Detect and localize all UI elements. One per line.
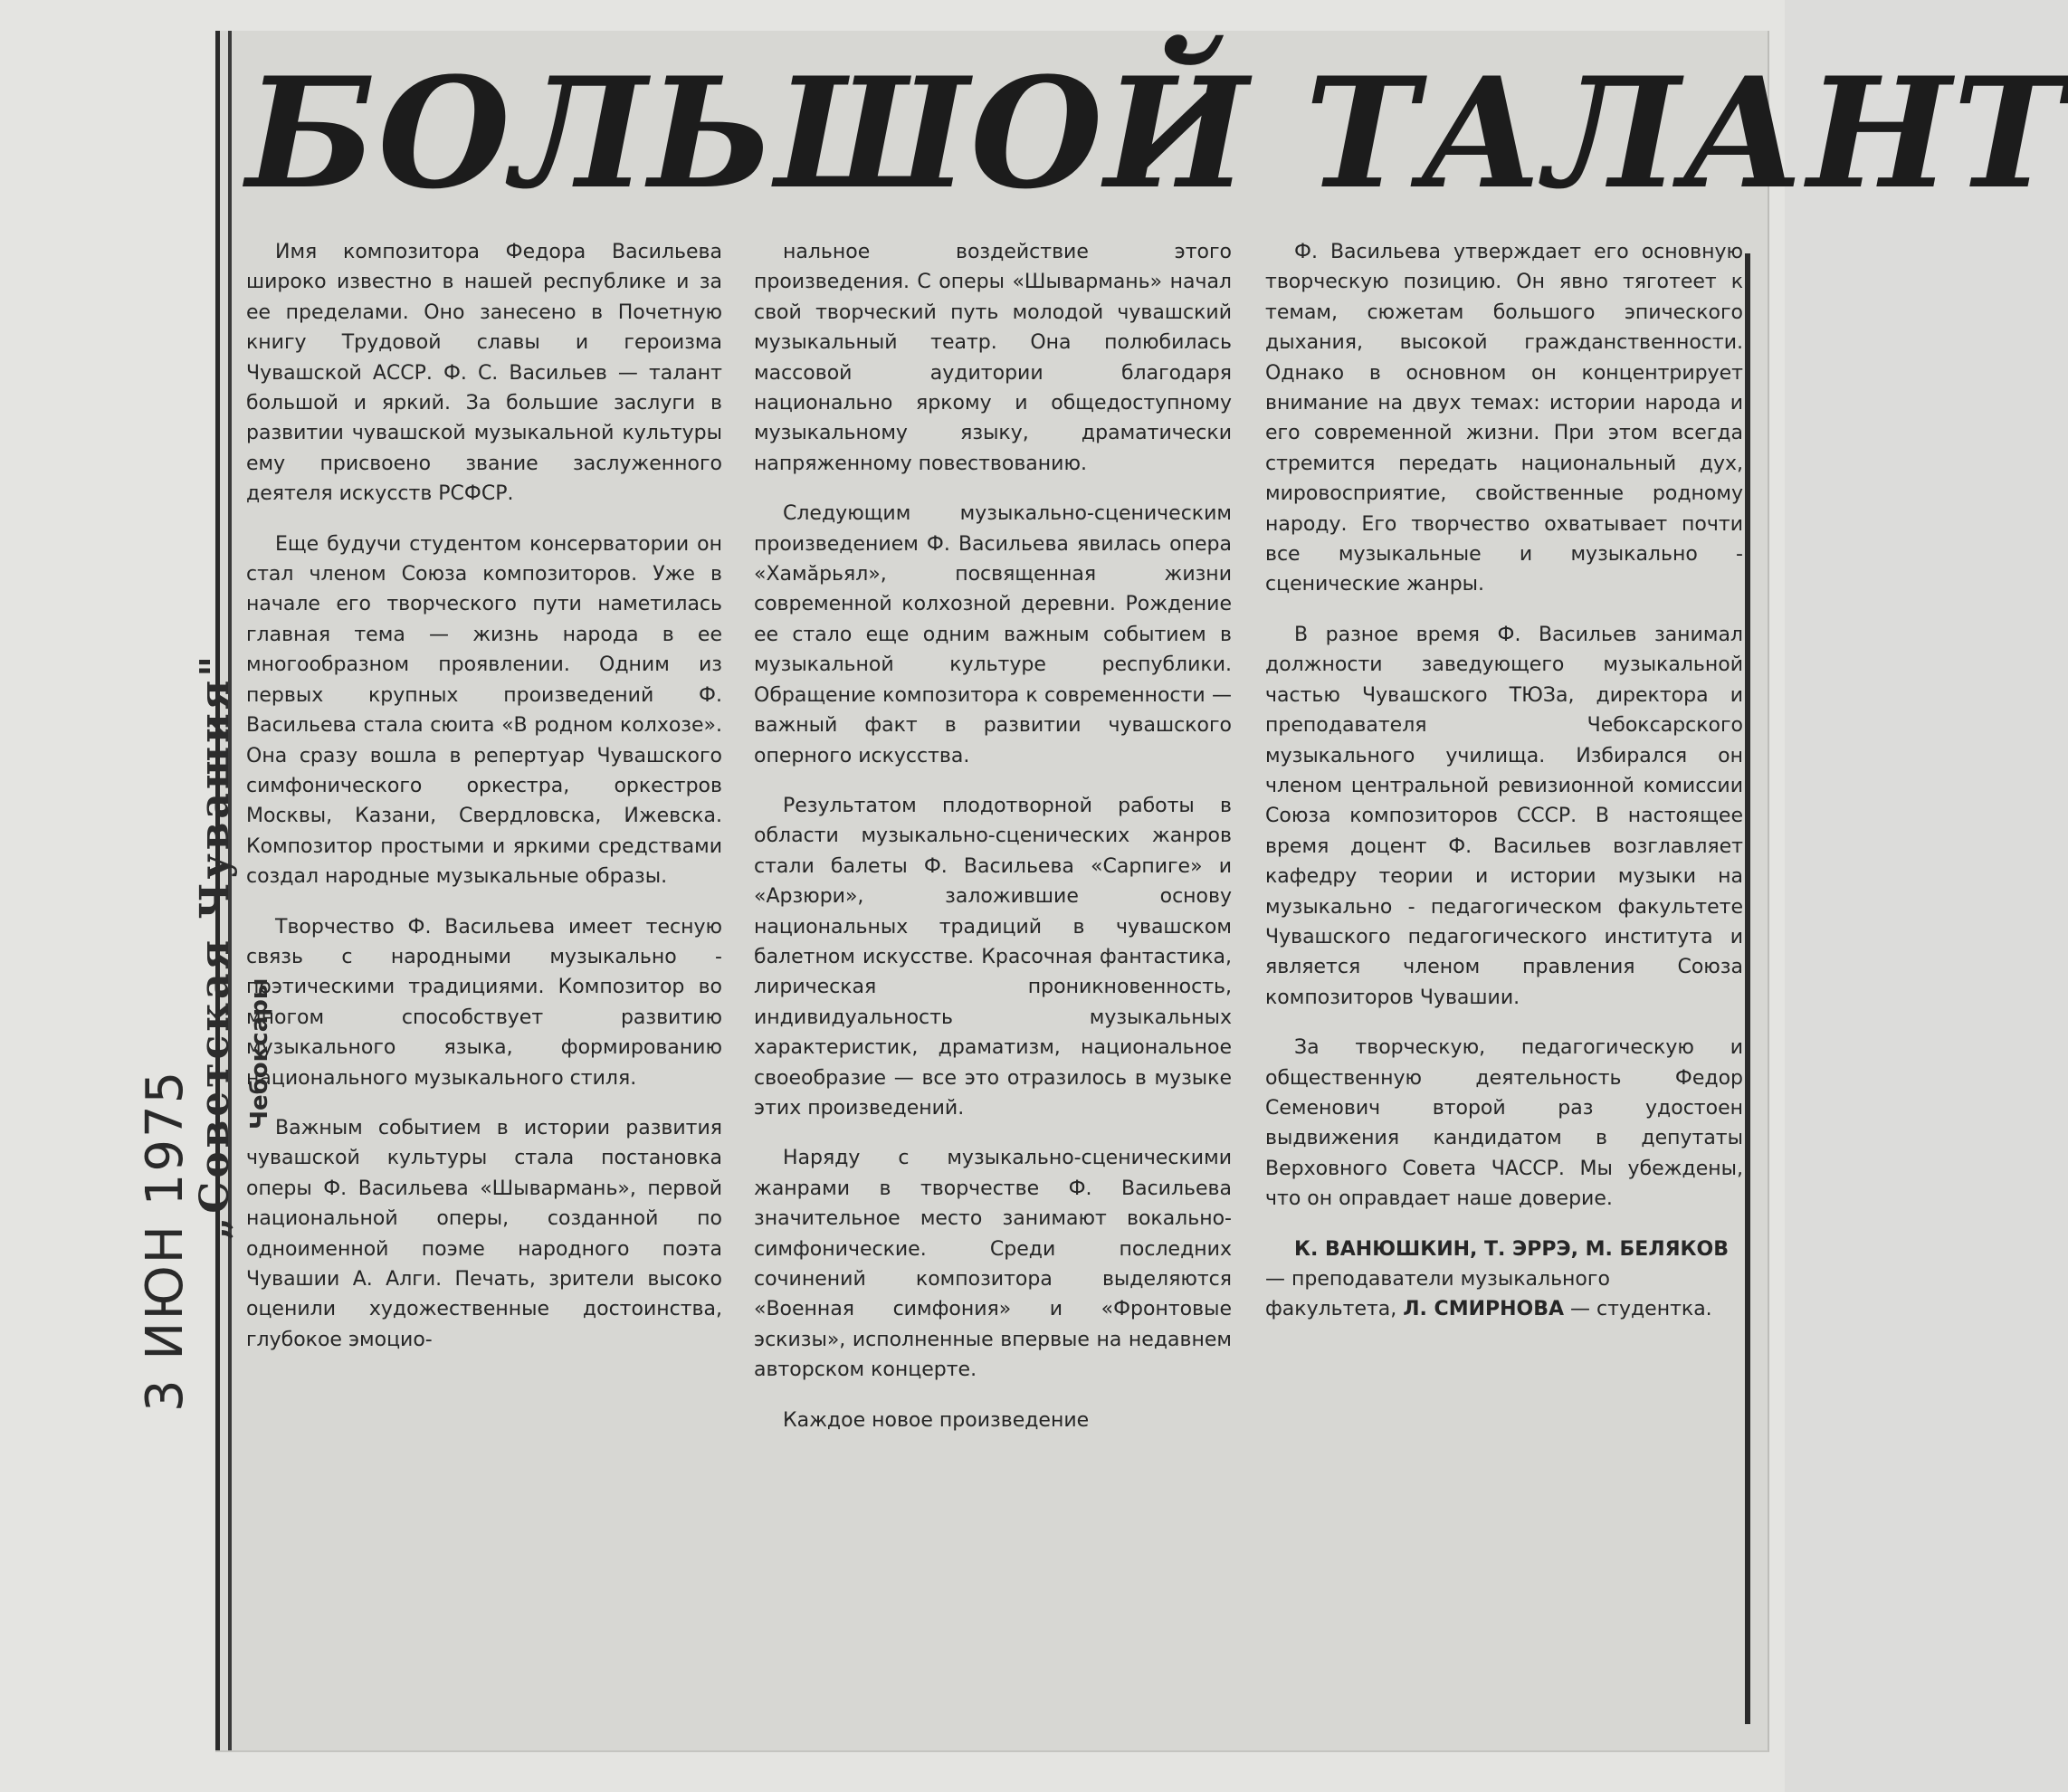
article-column-1 bbox=[246, 237, 722, 1355]
article-column-3 bbox=[1265, 237, 1743, 1325]
paragraph: Имя композитора Федора Васильева широко известно в нашей республике и за ее пределами. Оно занесено в Почетную книгу Трудовой славы и героизма Чувашской АССР. Ф. С. Васильев — талант большой и яркий. За большие заслуги в развитии чувашской музыкальной культуры ему присвоено звание заслуженного деятеля искусств РСФСР. bbox=[246, 241, 722, 506]
article-column-2 bbox=[754, 237, 1232, 1435]
article-headline: БОЛЬШОЙ ТАЛАНТ bbox=[246, 43, 2068, 223]
paragraph: За творческую, педагогическую и общественную деятельность Федор Семенович второй раз удостоен выдвижения кандидатом в депутаты Верховного Совета ЧАССР. Мы убеждены, что он оправдает наше доверие. bbox=[1265, 1036, 1743, 1211]
paragraph: нальное воздействие этого произведения. С оперы «Шывармань» начал свой творческий путь молодой чувашский музыкальный театр. Она полюбилась массовой аудитории благодаря национально яркому и общедоступному музыкальному языку, драматически напряженному повествованию. bbox=[754, 241, 1232, 475]
paragraph: Каждое новое произведение bbox=[783, 1408, 1090, 1432]
paragraph: Ф. Васильева утверждает его основную творческую позицию. Он явно тяготеет к темам, сюжетам большого эпического дыхания, высокой гражданственности. Однако в основном он концентрирует внимание на двух темах: истории народа и его современной жизни. При этом всегда стремится передать национальный дух, мировосприятие, свойственные родному народу. Его творчество охватывает почти все музыкальные и музыкально - сценические жанры. bbox=[1265, 241, 1743, 596]
paragraph: Важным событием в истории развития чувашской культуры стала постановка оперы Ф. Васильева «Шывармань», первой национальной оперы, созданной по одноименной поэме народного поэта Чувашии А. Алги. Печать, зрители высоко оценили художественные достоинства, глубокое эмоцио- bbox=[246, 1116, 722, 1351]
author-role: — преподаватели музыкального факультета, bbox=[1265, 1268, 1610, 1321]
paragraph: Результатом плодотворной работы в области музыкально-сценических жанров стали балеты Ф. Васильева «Сарпиге» и «Арзюри», заложившие основу национальных традиций в чувашском балетном искусстве. Красочная фантастика, лирическая проникновенность, индивидуальность музыкальных характеристик, драматизм, национальное своеобразие — все это отразилось в музыке этих произведений. bbox=[754, 794, 1232, 1120]
author-signature bbox=[1265, 1234, 1743, 1325]
city-stamp: Чебоксары bbox=[246, 977, 273, 1130]
right-column-rule bbox=[1745, 253, 1750, 1724]
date-stamp: 3 ИЮН 1975 bbox=[136, 1069, 195, 1412]
paragraph: Следующим музыкально-сценическим произведением Ф. Васильева явилась опера «Хамăрьял», посвященная жизни современной колхозной деревни. Рождение ее стало еще одним важным событием в музыкальной культуре республики. Обращение композитора к современности — важный факт в развитии чувашского оперного искусства. bbox=[754, 502, 1232, 767]
paragraph: Наряду с музыкально-сценическими жанрами в творчестве Ф. Васильева значительное место занимают вокально-симфонические. Среди последних сочинений композитора выделяются «Военная симфония» и «Фронтовые эскизы», исполненные впервые на недавнем авторском концерте. bbox=[754, 1147, 1232, 1382]
paragraph: Творчество Ф. Васильева имеет тесную связь с народными музыкально - поэтическими традициями. Композитор во многом способствует развитию музыкального языка, формированию национального музыкального стиля. bbox=[246, 915, 722, 1090]
paragraph: В разное время Ф. Васильев занимал должности заведующего музыкальной частью Чувашского ТЮЗа, директора и преподавателя Чебоксарского музыкального училища. Избирался он членом центральной ревизионной комиссии Союза композиторов СССР. В настоящее время доцент Ф. Васильев возглавляет кафедру теории и истории музыки на музыкально - педагогическом факультете Чувашского педагогического института и является членом правления Союза композиторов Чувашии. bbox=[1265, 623, 1743, 1009]
author-names: Л. СМИРНОВА bbox=[1403, 1298, 1565, 1321]
author-names: К. ВАНЮШКИН, Т. ЭРРЭ, М. БЕЛЯКОВ bbox=[1294, 1237, 1729, 1261]
author-role: — студентка. bbox=[1564, 1298, 1712, 1321]
paragraph: Еще будучи студентом консерватории он стал членом Союза композиторов. Уже в начале его творческого пути наметилась главная тема — жизнь народа в ее многообразном проявлении. Одним из первых крупных произведений Ф. Васильева стала сюита «В родном колхозе». Она сразу вошла в репертуар Чувашского симфонического оркестра, оркестров Москвы, Казани, Свердловска, Ижевска. Композитор простыми и яркими средствами создал народные музыкальные образы. bbox=[246, 532, 722, 889]
newspaper-name-stamp: „Советская Чувашия" bbox=[192, 652, 238, 1240]
